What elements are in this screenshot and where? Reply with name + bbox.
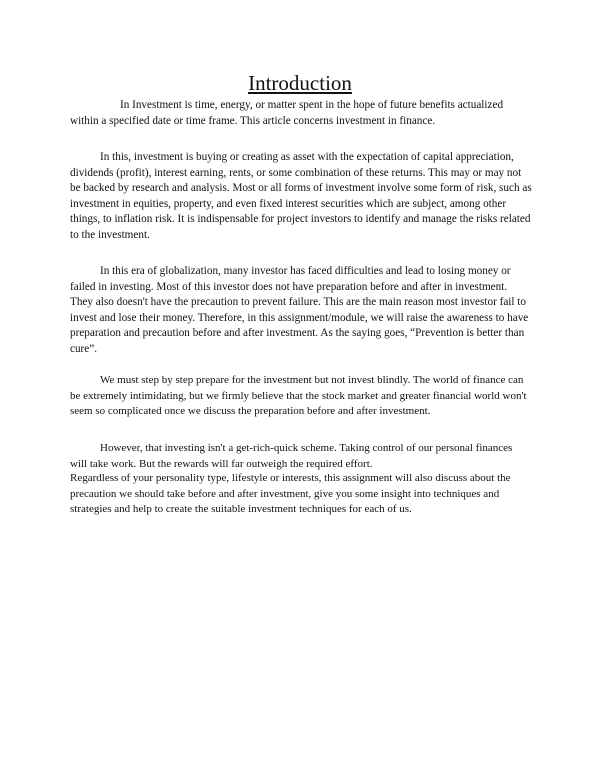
paragraph-definition: In Investment is time, energy, or matter spent in the hope of future benefits actualized within a specified date or time frame. This article concerns investment in finance. [70,99,504,127]
paragraph-not-get-rich-quick: However, that investing isn't a get-rich-quick scheme. Taking control of our personal finances will take work. But the rewards will far outweigh the required effort. [70,442,513,470]
paragraph-step-by-step: We must step by step prepare for the investment but not invest blindly. The world of finance can be extremely intimidating, but we firmly believe that the stock market and greater financial world won't seem so complicated once we discuss the preparation before and after investment. [70,374,527,417]
paragraph-investment-risk: In this, investment is buying or creating as asset with the expectation of capital appreciation, dividends (profit), interest earning, rents, or some combination of these returns. This may or may not be backed by research and analysis. Most or all forms of investment involve some form of risk, such as investment in equities, property, and even fixed interest securities which are subject, among other things, to inflation risk. It is indispensable for project investors to identify and manage the risks related to the investment. [70,151,532,241]
page-title: Introduction [248,71,352,95]
paragraph-personality-type: Regardless of your personality type, lifestyle or interests, this assignment will also discuss about the precaution we should take before and after investment, give you some insight into techniques and strategies and help to create the suitable investment techniques for each of us. [70,472,511,515]
paragraph-globalization: In this era of globalization, many investor has faced difficulties and lead to losing money or failed in investing. Most of this investor does not have preparation before and after in investment. They also doesn't have the precaution to prevent failure. This are the main reason most investor fail to invest and lose their money. Therefore, in this assignment/module, we will raise the awareness to have preparation and precaution before and after investment. As the saying goes, “Prevention is better than cure”. [70,265,529,355]
